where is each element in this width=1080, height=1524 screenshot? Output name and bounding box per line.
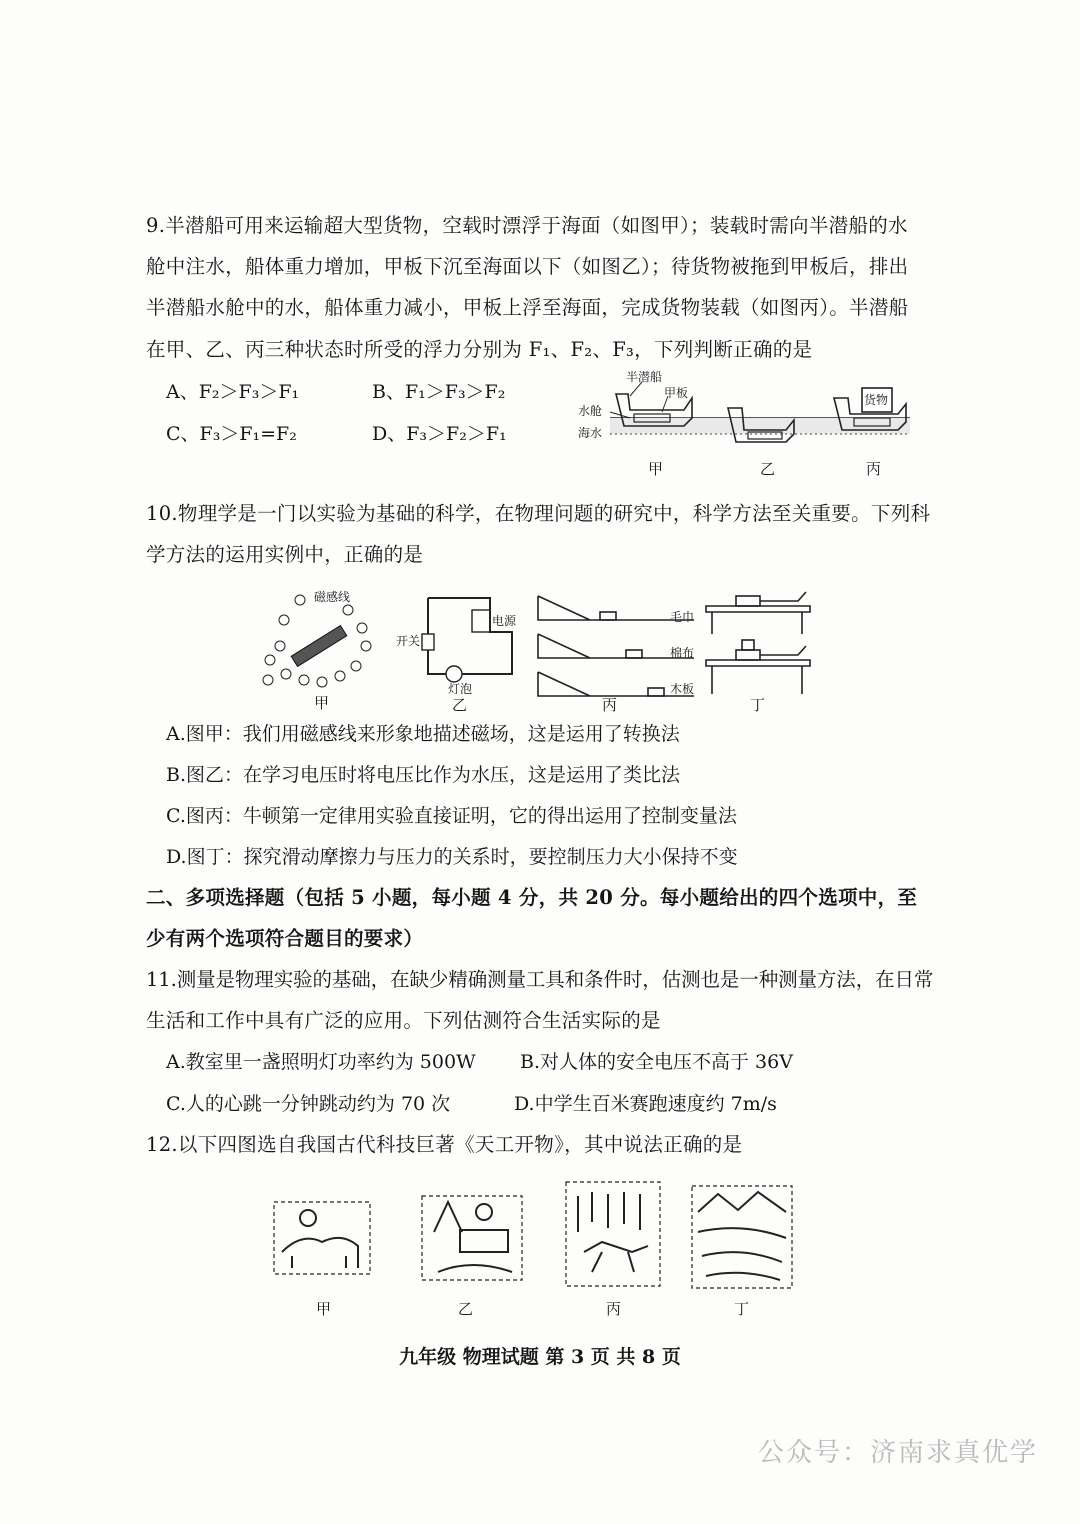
q9-option-a: A、F₂＞F₃＞F₁ bbox=[166, 381, 300, 403]
q9-option-b: B、F₁＞F₃＞F₂ bbox=[372, 381, 506, 403]
q9-caption-bing: 丙 bbox=[866, 460, 882, 478]
q10-label-bulb: 灯泡 bbox=[448, 682, 473, 696]
q10-label-board: 木板 bbox=[670, 682, 695, 696]
q12-line: 12.以下四图选自我国古代科技巨著《天工开物》，其中说法正确的是 bbox=[146, 1133, 743, 1156]
circuit-diagram bbox=[422, 598, 512, 682]
section-2-heading-2: 少有两个选项符合题目的要求） bbox=[146, 927, 424, 950]
q9-line-2: 舱中注水，船体重力增加，甲板下沉至海面以下（如图乙）；待货物被拖到甲板后，排出 bbox=[146, 255, 909, 278]
q9-figure bbox=[572, 368, 922, 480]
q10-caption-ding: 丁 bbox=[750, 696, 766, 714]
q10-label-cloth: 棉布 bbox=[670, 646, 695, 660]
q10-label-towel: 毛巾 bbox=[670, 610, 695, 624]
q9-label-sea: 海水 bbox=[578, 426, 603, 440]
q11-line-2: 生活和工作中具有广泛的应用。下列估测符合生活实际的是 bbox=[146, 1009, 661, 1032]
friction-tables bbox=[706, 592, 810, 694]
q9-caption-yi: 乙 bbox=[760, 460, 776, 478]
q9-line-1: 9.半潜船可用来运输超大型货物，空载时漂浮于海面（如图甲）；装载时需向半潜船的水 bbox=[146, 214, 908, 237]
q10-label-power: 电源 bbox=[492, 614, 517, 628]
q12-caption-ding: 丁 bbox=[734, 1300, 750, 1318]
q9-line-4: 在甲、乙、丙三种状态时所受的浮力分别为 F₁、F₂、F₃，下列判断正确的是 bbox=[146, 338, 813, 361]
q9-option-d: D、F₃＞F₂＞F₁ bbox=[372, 423, 507, 445]
q10-option-c: C.图丙：牛顿第一定律用实验直接证明，它的得出运用了控制变量法 bbox=[166, 805, 737, 827]
q10-caption-jia: 甲 bbox=[314, 694, 330, 712]
q10-caption-yi: 乙 bbox=[452, 696, 468, 714]
q12-caption-jia: 甲 bbox=[316, 1300, 332, 1318]
q9-option-c: C、F₃＞F₁=F₂ bbox=[166, 423, 297, 445]
q10-line-2: 学方法的运用实例中，正确的是 bbox=[146, 543, 424, 566]
q10-option-b: B.图乙：在学习电压时将电压比作为水压，这是运用了类比法 bbox=[166, 764, 681, 786]
q10-caption-bing: 丙 bbox=[602, 696, 618, 714]
q12-caption-bing: 丙 bbox=[606, 1300, 622, 1318]
q11-option-c: C.人的心跳一分钟跳动约为 70 次 bbox=[166, 1093, 451, 1115]
magnet-filings bbox=[263, 595, 371, 687]
q12-caption-yi: 乙 bbox=[458, 1300, 474, 1318]
q12-figures bbox=[262, 1172, 802, 1322]
q9-line-3: 半潜船水舱中的水，船体重力减小，甲板上浮至海面，完成货物装载（如图丙）。半潜船 bbox=[146, 296, 909, 319]
q9-label-deck: 甲板 bbox=[664, 386, 689, 400]
q10-figure bbox=[250, 582, 830, 712]
q10-option-a: A.图甲：我们用磁感线来形象地描述磁场，这是运用了转换法 bbox=[166, 723, 680, 745]
q10-option-d: D.图丁：探究滑动摩擦力与压力的关系时，要控制压力大小保持不变 bbox=[166, 846, 738, 868]
watermark: 公众号：济南求真优学 bbox=[757, 1438, 1038, 1468]
q10-label-magnet: 磁感线 bbox=[314, 590, 351, 604]
q11-option-a: A.教室里一盏照明灯功率约为 500W bbox=[166, 1051, 476, 1073]
q10-label-switch: 开关 bbox=[396, 634, 421, 648]
q9-label-tank: 水舱 bbox=[578, 404, 603, 418]
section-2-heading-1: 二、多项选择题（包括 5 小题，每小题 4 分，共 20 分。每小题给出的四个选项中，至 bbox=[146, 886, 918, 909]
q11-line-1: 11.测量是物理实验的基础，在缺少精确测量工具和条件时，估测也是一种测量方法，在日常 bbox=[146, 968, 934, 991]
q11-option-b: B.对人体的安全电压不高于 36V bbox=[520, 1051, 793, 1073]
q11-option-d: D.中学生百米赛跑速度约 7m/s bbox=[514, 1093, 777, 1115]
q10-line-1: 10.物理学是一门以实验为基础的科学，在物理问题的研究中，科学方法至关重要。下列科 bbox=[146, 502, 931, 525]
q12-woodcuts bbox=[262, 1172, 802, 1322]
q9-label-ship: 半潜船 bbox=[626, 370, 663, 384]
q9-caption-jia: 甲 bbox=[648, 460, 664, 478]
q9-label-cargo: 货物 bbox=[864, 393, 889, 407]
page-footer: 九年级 物理试题 第 3 页 共 8 页 bbox=[399, 1346, 681, 1368]
